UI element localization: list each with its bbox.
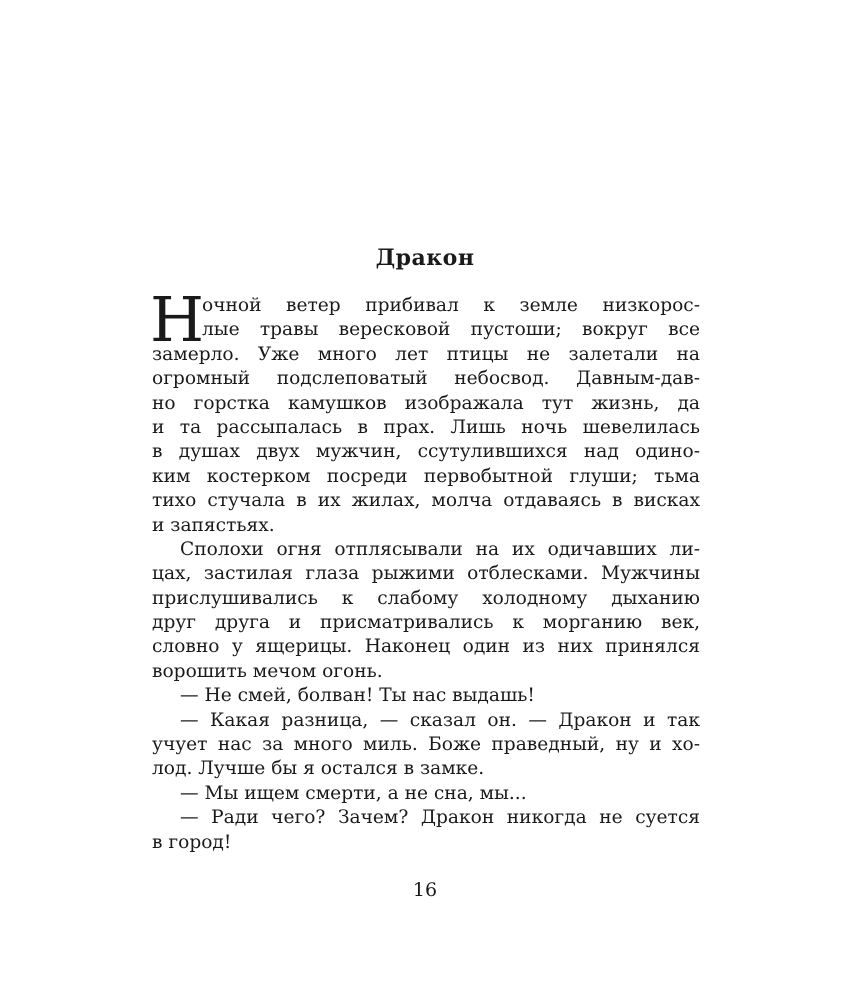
text-line: — Мы ищем смерти, а не сна, мы... [180,782,527,804]
drop-cap: Н [150,283,205,356]
chapter-title: Дракон [375,245,475,271]
text-line: ворошить мечом огонь. [152,660,383,682]
text-line: и та рассыпалась в прах. Лишь ночь шевелилась [152,416,700,438]
text-line: прислушивались к слабому холодному дыханию [152,587,700,609]
text-line: учует нас за много миль. Боже праведный, ну и хо- [152,734,700,756]
text-line: Н очной ветер прибивал к земле низкорос- [150,283,700,356]
text-line: — Какая разница, — сказал он. — Дракон и так [180,709,700,731]
text-line: — Не смей, болван! Ты нас выдашь! [180,685,535,707]
text-line: в душах двух мужчин, ссутулившихся над одино- [152,441,700,463]
page-number: 16 [412,879,438,901]
text-line: словно у ящерицы. Наконец один из них принялся [152,636,700,658]
text-line: лод. Лучше бы я остался в замке. [152,758,485,780]
text-line: и запястьях. [152,514,275,536]
body-text [150,283,700,855]
text-line: в город! [152,831,232,853]
text-line: ким костерком посреди первобытной глуши; тьма [152,465,700,487]
text-line: лые травы вересковой пустоши; вокруг все [202,319,700,341]
text-line: друг друга и присматривались к морганию век, [152,612,700,634]
text-line: тихо стучала в их жилах, молча отдаваясь в висках [152,490,700,512]
text-line: замерло. Уже много лет птицы не залетали на [152,343,700,365]
text-line: но горстка камушков изображала тут жизнь, да [152,392,700,414]
text-line: Сполохи огня отплясывали на их одичавших ли- [180,538,700,560]
text-line: цах, застилая глаза рыжими отблесками. Мужчины [152,563,700,585]
text-line: — Ради чего? Зачем? Дракон никогда не суется [180,807,700,829]
text-line: огромный подслеповатый небосвод. Давным-дав- [152,368,700,390]
